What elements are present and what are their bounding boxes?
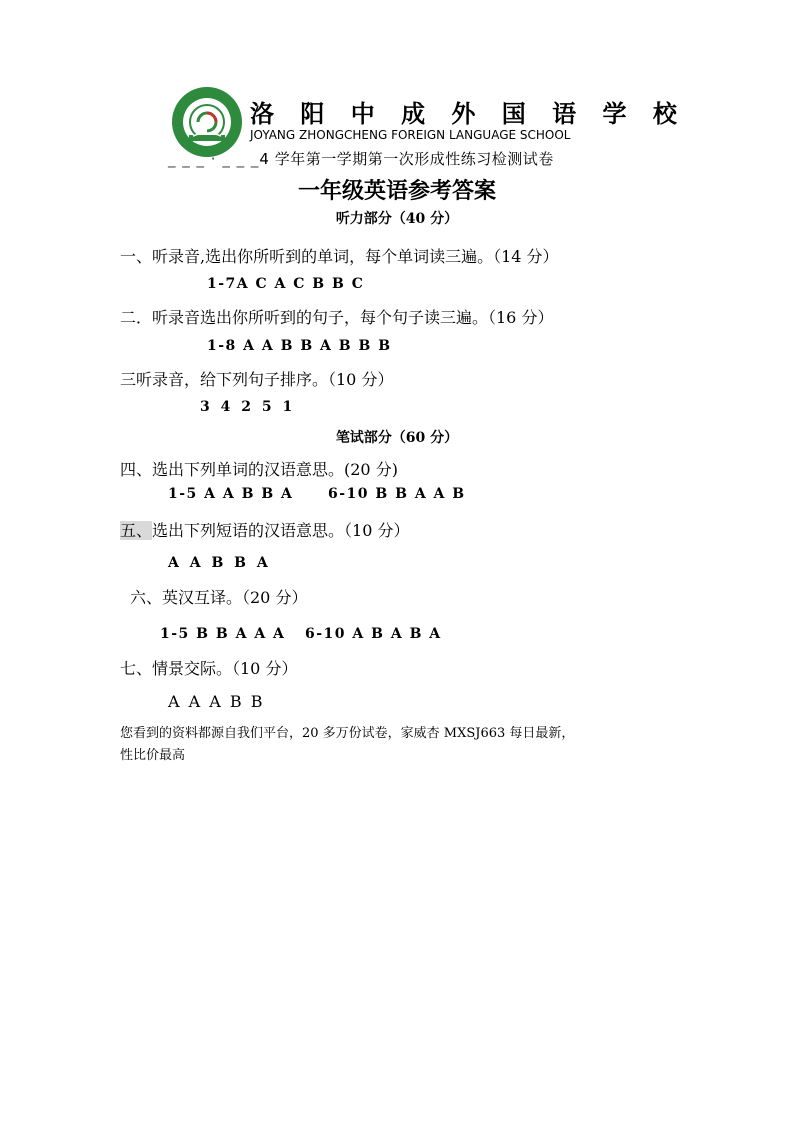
school-name-chinese: 洛 阳 中 成 外 国 语 学 校 <box>250 99 686 128</box>
question-4-prompt: 四、选出下列单词的汉语意思。(20 分) <box>120 460 398 479</box>
question-6-answer-part-1: 1-5 B B A A A <box>160 626 286 642</box>
exam-title: 4 学年第一学期第一次形成性练习检测试卷 <box>259 150 554 168</box>
question-5-number-highlight: 五、 <box>120 521 153 540</box>
exam-title-row <box>168 148 554 169</box>
writing-section-heading: 笔试部分（60 分） <box>335 430 459 446</box>
question-6-answer-part-2: 6-10 A B A B A <box>305 626 442 642</box>
question-3-answer: 3 4 2 5 1 <box>200 399 296 415</box>
footer-line-2: 性比价最高 <box>120 748 186 763</box>
footer-note <box>120 723 574 767</box>
question-7-prompt: 七、情景交际。（10 分） <box>120 659 298 678</box>
question-4-answer-part-1: 1-5 A A B B A <box>168 486 294 502</box>
question-5-answer: A A B B A <box>168 555 271 571</box>
question-2-prompt: 二．听录音选出你所听到的句子，每个句子读三遍。（16 分） <box>120 308 554 327</box>
question-2-answer: 1-8 A A B B A B B B <box>207 338 392 354</box>
school-name-english: JOYANG ZHONGCHENG FOREIGN LANGUAGE SCHOOL <box>250 128 571 142</box>
question-6-prompt: 六、英汉互译。（20 分） <box>130 588 308 607</box>
question-1-answer: 1-7A C A C B B C <box>207 276 365 292</box>
cropped-year-fragment: _ _ _ · _ _ _ <box>168 150 260 168</box>
document-title: 一年级英语参考答案 <box>297 178 496 204</box>
question-4-answer-part-2: 6-10 B B A A B <box>328 486 466 502</box>
question-3-prompt: 三听录音，给下列句子排序。（10 分） <box>120 370 394 389</box>
question-5-text: 选出下列短语的汉语意思。（10 分） <box>152 521 410 540</box>
question-1-prompt: 一、听录音,选出你所听到的单词，每个单词读三遍。（14 分） <box>120 247 559 266</box>
question-5-prompt <box>120 518 409 541</box>
question-7-answer: A A A B B <box>168 692 265 711</box>
listening-section-heading: 听力部分（40 分） <box>335 211 459 227</box>
footer-line-1: 您看到的资料都源自我们平台，20 多万份试卷，家威杏 MXSJ663 每日最新， <box>120 726 575 741</box>
